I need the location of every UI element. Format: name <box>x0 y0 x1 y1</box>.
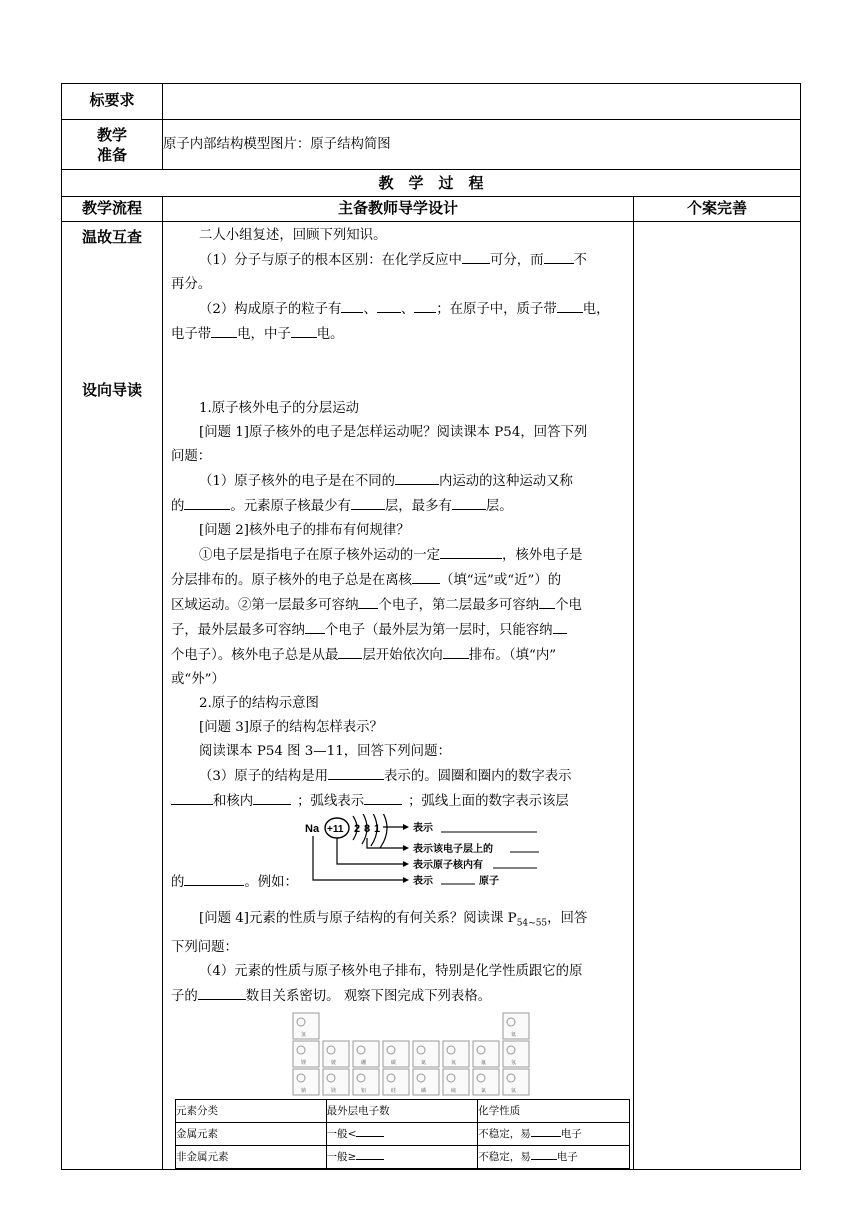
process-title-row <box>62 170 801 197</box>
blank <box>253 789 291 805</box>
blank <box>341 297 363 313</box>
guide-q4: （4）元素的性质与原子核外电子排布，特别是化学性质跟它的原 <box>199 963 583 979</box>
classification-row-nonmetal <box>176 1145 630 1168</box>
review-q2-cont: 电子带 电，中子 电。 <box>171 322 629 347</box>
guide-problem-4-cont: 下列问题： <box>171 939 238 955</box>
svg-text:氧: 氧 <box>451 1059 457 1066</box>
guide-problem-1: [问题 1]原子核外的电子是怎样运动呢？阅读课本 P54，回答下列 <box>199 425 588 440</box>
blank <box>305 618 325 634</box>
review-q1: （1）分子与原子的根本区别：在化学反应中 可分，而 不 <box>171 248 629 273</box>
column-header-row <box>62 197 801 222</box>
periodic-thumbnail-svg <box>171 1011 630 1101</box>
svg-text:铝: 铝 <box>361 1087 367 1094</box>
svg-text:铍: 铍 <box>331 1059 337 1066</box>
header-refine: 个案完善 <box>634 197 801 222</box>
guide-rule-4: 子，最外层最多可容纳 个电子（最外层为第一层时，只能容纳 <box>171 618 629 643</box>
blank <box>553 618 567 634</box>
classification-table <box>175 1099 630 1169</box>
guide-heading-1: 1.原子核外电子的分层运动 <box>199 401 360 416</box>
blank <box>171 789 213 805</box>
diagram-label-4: 表示 <box>413 876 433 886</box>
svg-text:锂: 锂 <box>301 1059 307 1066</box>
guide-rule-2: 分层排布的。原子核外的电子总是在离核 （填“远”或“近”）的 <box>171 568 629 593</box>
svg-text:硼: 硼 <box>361 1059 367 1066</box>
diagram-label-4b: 原子 <box>479 876 499 886</box>
diagram-shell-3: 1 <box>374 823 381 835</box>
blank <box>531 1146 557 1160</box>
blank <box>557 297 583 313</box>
svg-text:氖: 氖 <box>511 1059 517 1066</box>
refine-column <box>634 222 801 1170</box>
guide-q3-example: 的 。例如： <box>171 870 629 895</box>
thumb-cell-he <box>503 1013 529 1039</box>
blank <box>338 643 362 659</box>
svg-text:氟: 氟 <box>481 1059 487 1066</box>
section-guide: 设向导读 <box>81 381 142 399</box>
blank <box>356 1123 384 1137</box>
process-title: 教 学 过 程 <box>62 170 801 197</box>
review-block <box>163 222 633 347</box>
blank <box>211 322 237 338</box>
guide-q4-cont: 子的 数目关系密切。 观察下图完成下列表格。 <box>171 984 629 1009</box>
thumb-row-2 <box>293 1041 529 1067</box>
blank <box>328 764 384 780</box>
review-q1-cont: 再分。 <box>171 277 212 292</box>
guide-q3: （3）原子的结构是用 表示的。圆圈和圈内的数字表示 <box>171 764 629 789</box>
diagram-label-2: 表示该电子层上的 <box>413 844 493 855</box>
guide-q3-cont: 和核内 ；弧线表示 ；弧线上面的数字表示该层 <box>171 789 629 814</box>
blank <box>377 297 401 313</box>
svg-text:氯: 氯 <box>481 1087 487 1094</box>
section-review: 温故互查 <box>81 228 142 246</box>
svg-text:镁: 镁 <box>331 1087 337 1094</box>
lesson-plan-table <box>61 83 801 1170</box>
prep-label-line2: 准备 <box>96 146 127 164</box>
thumb-cell-h <box>293 1013 319 1039</box>
guide-rule-6: 或“外”） <box>171 672 225 687</box>
lesson-plan-document <box>61 83 800 1170</box>
class-header-properties: 化学性质 <box>478 1099 630 1122</box>
standard-content <box>163 84 801 120</box>
classification-header-row <box>176 1099 630 1122</box>
class-cell: 一般< <box>326 1122 478 1145</box>
class-cell: 非金属元素 <box>176 1145 327 1168</box>
classification-row-metal <box>176 1122 630 1145</box>
guide-q1: （1）原子核外的电子是在不同的 内运动的这种运动又称 <box>171 469 629 494</box>
header-design: 主备教师导学设计 <box>163 197 634 222</box>
prep-label <box>62 120 163 170</box>
guide-problem-4: [问题 4]元素的性质与原子结构的有何关系？阅读课 $P_{54\sim 55}$，回答 <box>199 911 588 929</box>
guide-problem-3: [问题 3]原子的结构怎样表示？ <box>199 720 383 735</box>
guide-problem-1-cont: 问题： <box>171 449 212 464</box>
guide-rule-3: 区域运动。②第一层最多可容纳 个电子，第二层最多可容纳 个电 <box>171 593 629 618</box>
blank <box>356 1146 384 1160</box>
guide-read: 阅读课本 P54 图 3—11，回答下列问题： <box>199 744 451 759</box>
prep-row <box>62 120 801 170</box>
diagram-shell-2: 8 <box>364 823 371 835</box>
svg-text:氩: 氩 <box>511 1087 517 1094</box>
guide-problem-2: [问题 2]核外电子的排布有何规律？ <box>199 523 410 538</box>
blank <box>440 543 502 559</box>
svg-text:氦: 氦 <box>511 1031 517 1038</box>
class-cell: 金属元素 <box>176 1122 327 1145</box>
review-q2: （2）构成原子的粒子有 、 、 ；在原子中，质子带 电， <box>171 297 629 322</box>
review-intro: 二人小组复述，回顾下列知识。 <box>199 228 387 243</box>
svg-text:氢: 氢 <box>301 1031 307 1038</box>
blank <box>462 248 490 264</box>
class-cell: 不稳定，易 电子 <box>478 1145 630 1168</box>
diagram-label-1: 表示 <box>413 823 433 834</box>
svg-text:碳: 碳 <box>391 1059 397 1066</box>
blank <box>443 643 469 659</box>
periodic-thumbnail <box>171 1009 629 1099</box>
svg-text:磷: 磷 <box>421 1087 427 1094</box>
design-column <box>163 222 634 1170</box>
blank <box>358 593 378 609</box>
header-flow: 教学流程 <box>62 197 163 222</box>
standard-row <box>62 84 801 120</box>
svg-text:硫: 硫 <box>451 1087 457 1094</box>
class-header-category: 元素分类 <box>176 1099 327 1122</box>
diagram-shell-1: 2 <box>354 823 361 835</box>
blank <box>539 593 555 609</box>
atomic-structure-diagram <box>171 814 629 884</box>
body-row <box>62 222 801 1170</box>
guide-rule-5: 个电子）。核外电子总是从最 层开始依次向 排布。（填“内” <box>171 643 629 668</box>
blank <box>414 297 436 313</box>
thumb-row-3 <box>293 1069 529 1095</box>
svg-text:氮: 氮 <box>421 1059 427 1066</box>
blank <box>364 789 402 805</box>
guide-heading-2: 2.原子的结构示意图 <box>199 696 319 711</box>
blank <box>544 248 574 264</box>
class-cell: 不稳定，易 电子 <box>478 1122 630 1145</box>
diagram-nucleus: +11 <box>327 824 344 835</box>
blank <box>395 469 439 485</box>
blank <box>452 494 486 510</box>
flow-column <box>62 222 163 1170</box>
blank <box>184 494 230 510</box>
standard-label: 标要求 <box>62 84 163 120</box>
blank <box>291 322 317 338</box>
blank <box>198 984 246 1000</box>
prep-content: 原子内部结构模型图片：原子结构简图 <box>163 120 801 170</box>
guide-block <box>163 395 633 1169</box>
blank <box>531 1123 561 1137</box>
blank <box>351 494 385 510</box>
guide-rule-1: ①电子层是指电子在原子核外运动的一定 ，核外电子是 <box>171 543 629 568</box>
prep-label-line1: 教学 <box>96 126 127 144</box>
atomic-structure-svg <box>171 814 630 886</box>
guide-q1-cont: 的 。元素原子核最少有 层，最多有 层。 <box>171 494 629 519</box>
class-header-outer-electrons: 最外层电子数 <box>326 1099 478 1122</box>
blank <box>412 568 440 584</box>
class-cell: 一般≥ <box>326 1145 478 1168</box>
diagram-label-3: 表示原子核内有 <box>413 860 483 871</box>
svg-text:硅: 硅 <box>391 1087 397 1094</box>
svg-text:钠: 钠 <box>301 1087 307 1094</box>
diagram-symbol: Na <box>305 823 320 835</box>
